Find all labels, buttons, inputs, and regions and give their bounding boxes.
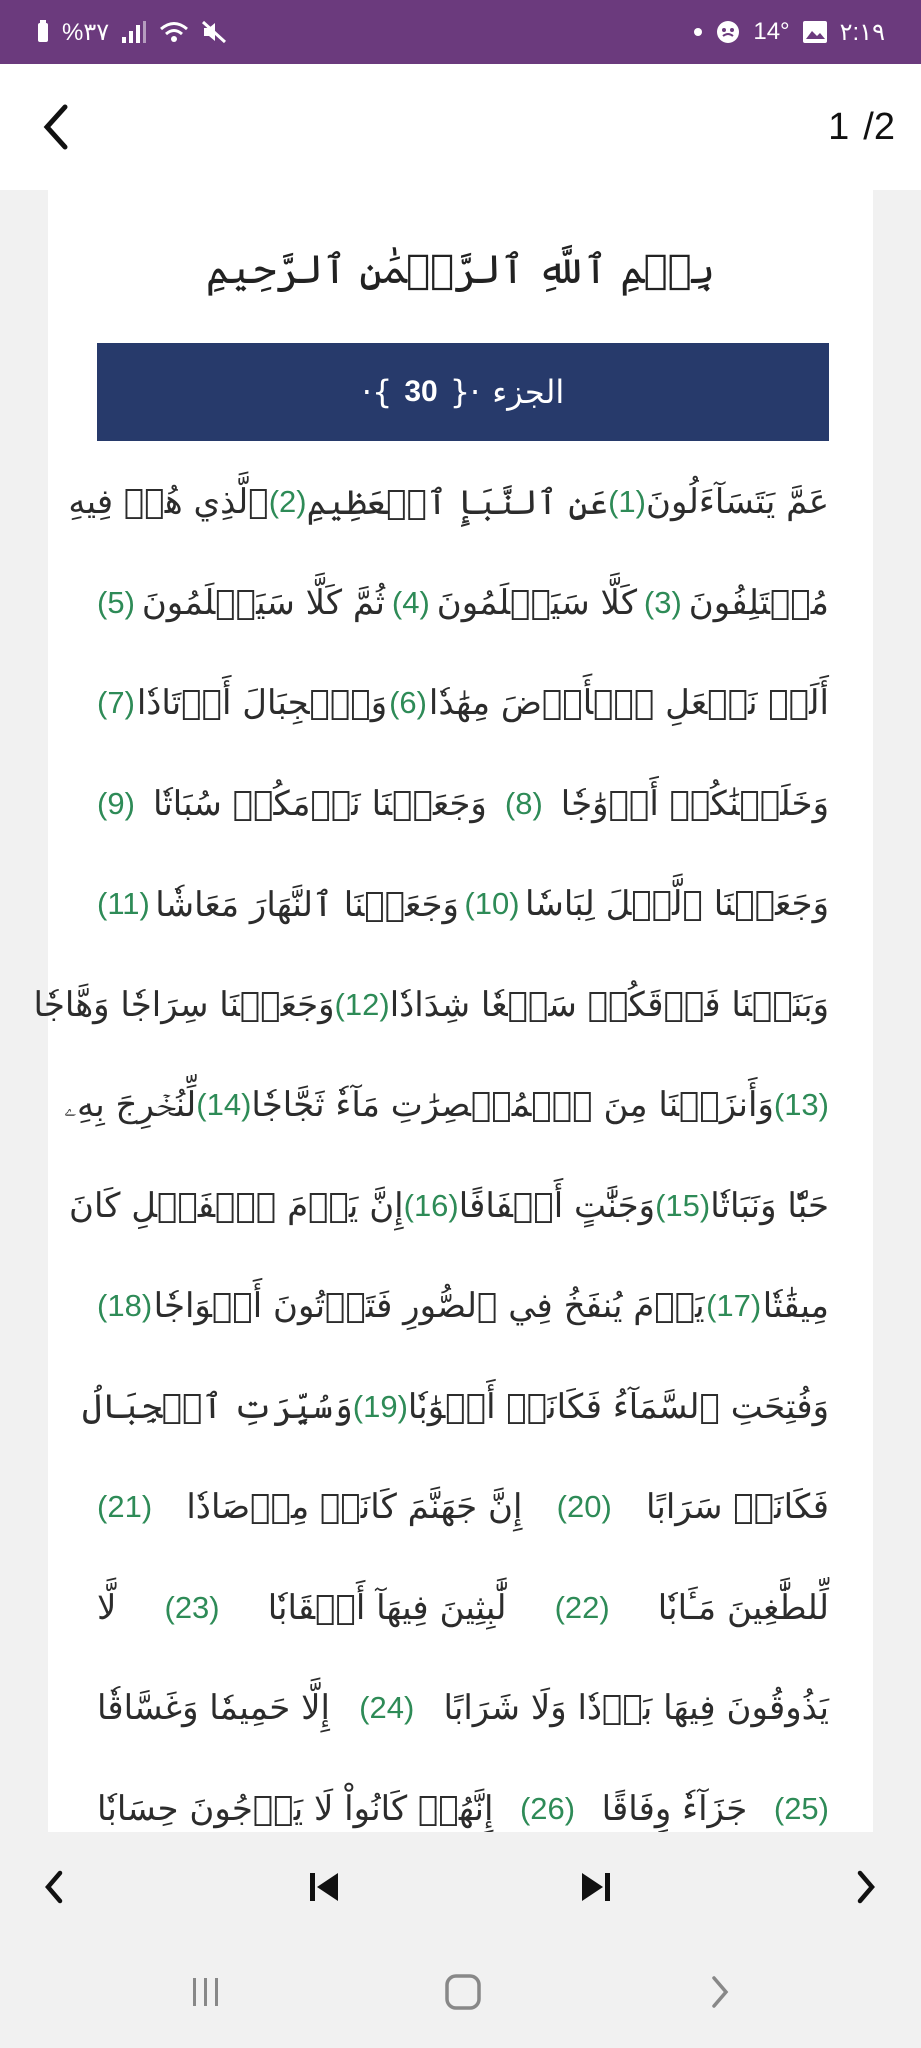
quran-page [33,190,873,1832]
status-left [36,18,227,47]
verse-line [68,452,829,553]
verse-text: وَأَنزَلۡنَا مِنَ ٱلۡمُعۡصِرَٰتِ مَآءٗ ثَجَّاجٗا [251,1085,774,1126]
current-page: 1 [828,105,850,148]
previous-button[interactable] [24,1857,84,1917]
chevron-left-icon [39,103,73,151]
verse-text: لِّنُخۡرِجَ بِهِۦ [64,1085,197,1126]
juz-banner [97,343,829,441]
verse-text: وَسُيِّرَتِ ٱلۡجِبَالُ [82,1387,353,1428]
verse-line [64,1055,829,1156]
verse-number: (16) [403,1187,459,1223]
chevron-left-icon [42,1869,66,1905]
verse-text: لَّا [97,1587,117,1628]
verse-number: (1) [608,484,646,520]
gallery-icon [802,20,828,44]
verses [33,452,829,1859]
home-button[interactable] [428,1962,498,2022]
system-navigation-bar [0,1942,921,2048]
mute-icon [201,20,227,44]
verse-text: وَجَعَلۡنَا ٱلَّيۡلَ لِبَاسٗا [524,884,829,925]
verse-text: فَكَانَتۡ سَرَابًا [646,1487,829,1528]
verse-number: (24) [359,1690,415,1726]
verse-number: (12) [334,986,390,1022]
juz-number-ornament-right: ·{ [449,373,481,411]
verse-number: (19) [352,1388,408,1424]
verse-number: (25) [773,1790,829,1826]
status-bar [0,0,921,64]
last-page-button[interactable] [566,1857,626,1917]
verse-text: حَبّٗا وَنَبَاتٗا [710,1185,829,1226]
verse-text: وَٱلۡجِبَالَ أَوۡتَادٗا [136,683,388,724]
juz-label: الجزء [492,373,565,411]
system-back-button[interactable] [685,1962,755,2022]
page-indicator [828,106,895,149]
skip-previous-icon [306,1869,342,1905]
home-icon [443,1972,483,2012]
clock: ٢:١٩ [839,18,885,46]
verse-number: (15) [655,1187,711,1223]
juz-number: 30 [404,375,438,408]
back-button[interactable] [26,97,86,157]
back-icon [708,1974,732,2010]
verse-number: (20) [556,1489,612,1525]
verse-text: إِنَّ جَهَنَّمَ كَانَتۡ مِرۡصَادٗا [186,1487,523,1528]
verse-number: (14) [196,1087,252,1123]
verse-text: وَجَنَّٰتٍ أَلۡفَافًا [458,1185,656,1226]
verse-number: (6) [389,685,427,721]
verse-number: (11) [97,886,150,922]
verse-number: (23) [164,1589,220,1625]
verse-text: ثُمَّ كَلَّا سَيَعۡلَمُونَ [141,582,385,623]
app-header [0,64,921,190]
verse-number: (13) [773,1087,829,1123]
verse-text: وَبَنَيۡنَا فَوۡقَكُمۡ سَبۡعٗا شِدَادٗا [389,984,829,1025]
verse-line [97,1558,829,1659]
total-pages: /2 [863,105,895,148]
verse-line [97,553,829,654]
signal-icon [121,21,147,43]
verse-number: (22) [554,1589,610,1625]
verse-text: كَلَّا سَيَعۡلَمُونَ [436,582,637,623]
skip-next-icon [578,1869,614,1905]
verse-number: (9) [97,785,135,821]
verse-number: (8) [504,785,543,821]
verse-text: وَفُتِحَتِ ٱلسَّمَآءُ فَكَانَتۡ أَبۡوَٰبٗا [407,1386,829,1427]
verse-line [97,754,829,855]
weather-icon [715,19,741,45]
verse-line [97,653,829,754]
verse-number: (18) [97,1288,153,1324]
verse-text: أَلَمۡ نَجۡعَلِ ٱلۡأَرۡضَ مِهَٰدٗا [428,683,829,724]
verse-number: (10) [464,886,520,922]
verse-number: (7) [97,685,135,721]
juz-number-ornament-left: }· [361,373,393,411]
verse-line [97,1658,829,1759]
page-navigation [0,1832,921,1942]
verse-text: لَّٰبِثِينَ فِيهَآ أَحۡقَابٗا [267,1587,507,1628]
verse-text: وَجَعَلۡنَا ٱلنَّهَارَ مَعَاشٗا [155,884,459,925]
wifi-icon [159,21,189,43]
verse-line [82,1357,829,1458]
verse-text: وَجَعَلۡنَا نَوۡمَكُمۡ سُبَاتٗا [152,783,487,824]
verse-line [33,955,829,1056]
first-page-button[interactable] [294,1857,354,1917]
verse-text: إِنَّ يَوۡمَ ٱلۡفَصۡلِ كَانَ [68,1185,404,1226]
next-button[interactable] [836,1857,896,1917]
verse-number: (26) [519,1790,576,1826]
verse-text: عَمَّ يَتَسَآءَلُونَ [645,482,829,523]
verse-text: وَخَلَقۡنَٰكُمۡ أَزۡوَٰجٗا [560,783,829,824]
verse-text: لِّلطَّٰغِينَ مَـَٔابٗا [657,1587,829,1628]
battery-icon [36,20,50,44]
verse-number: (3) [643,584,682,620]
verse-line [97,1457,829,1558]
verse-line [68,1156,829,1257]
verse-text: ٱلَّذِي هُمۡ فِيهِ [68,482,269,523]
verse-line [97,1256,829,1357]
verse-text: جَزَآءٗ وِفَاقًا [601,1788,748,1829]
dot-icon [693,27,703,37]
verse-number: (5) [97,584,135,620]
chevron-right-icon [854,1869,878,1905]
verse-text: يَوۡمَ يُنفَخُ فِي ٱلصُّورِ فَتَأۡتُونَ أَفۡوَاجٗا [153,1286,705,1327]
verse-number: (2) [268,484,307,520]
verse-number: (4) [391,584,430,620]
verse-text: إِنَّهُمۡ كَانُواْ لَا يَرۡجُونَ حِسَابٗا [97,1788,494,1829]
battery-percent: %٣٧ [62,18,110,46]
verse-text: مِيقَٰتٗا [762,1286,829,1327]
verse-text: إِلَّا حَمِيمٗا وَغَسَّاقٗا [97,1688,330,1729]
verse-line [97,854,829,955]
recent-apps-button[interactable] [171,1962,241,2022]
verse-number: (21) [97,1489,153,1525]
verse-text: عَنِ ٱلنَّبَإِ ٱلۡعَظِيمِ [306,482,609,523]
verse-text: يَذُوقُونَ فِيهَا بَرۡدٗا وَلَا شَرَابًا [443,1688,829,1729]
verse-text: مُخۡتَلِفُونَ [688,582,829,623]
verse-number: (17) [706,1288,762,1324]
bismillah [48,210,873,330]
status-right [693,18,885,47]
recent-apps-icon [188,1974,224,2010]
temperature: 14° [753,18,790,45]
bismillah-text: بِسۡمِ ٱللَّهِ ٱلرَّحۡمَٰنِ ٱلرَّحِيمِ [205,247,716,293]
verse-text: وَجَعَلۡنَا سِرَاجٗا وَهَّاجٗا [33,984,335,1025]
